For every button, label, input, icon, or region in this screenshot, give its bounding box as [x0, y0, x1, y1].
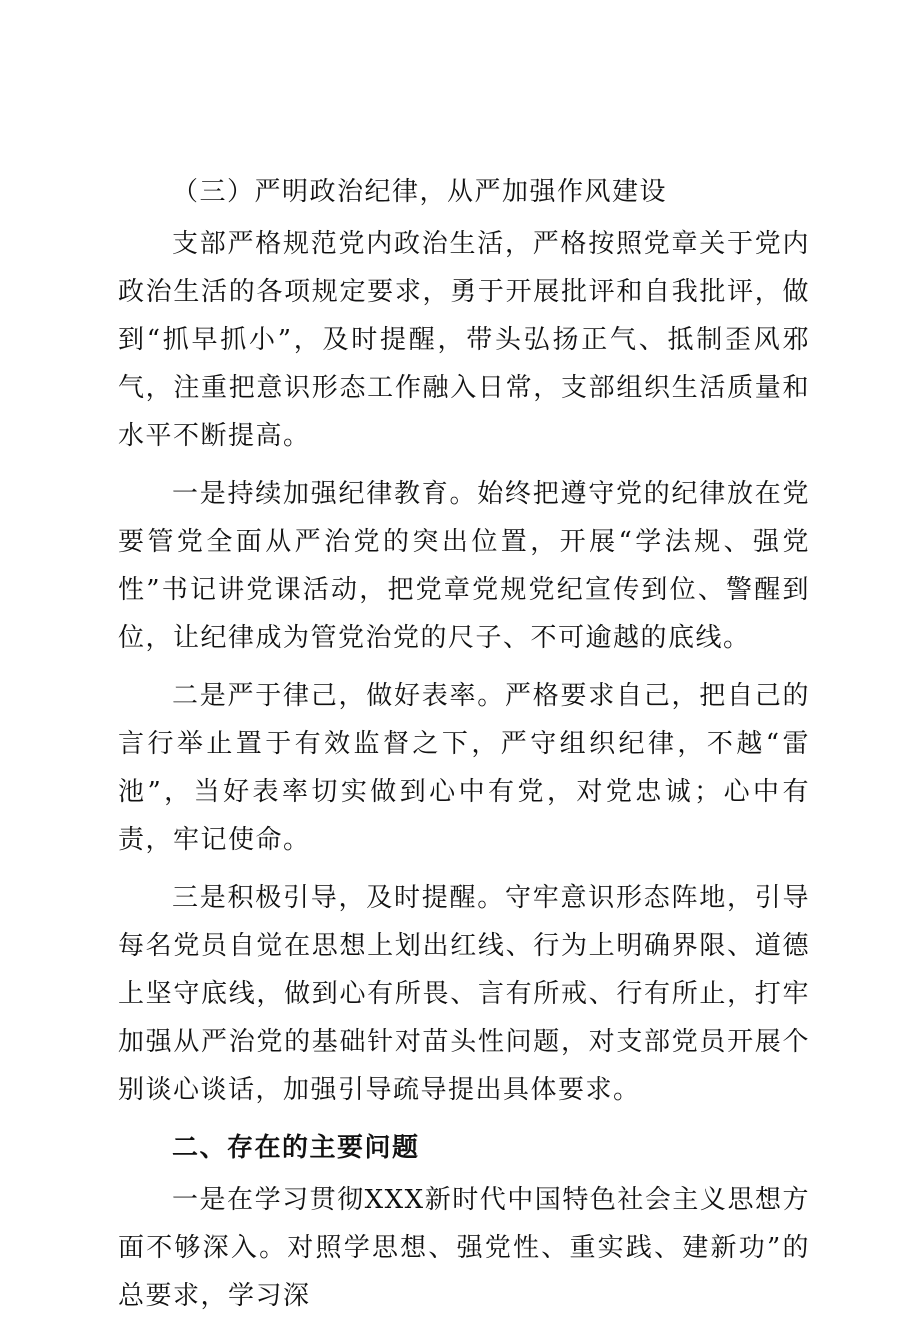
- paragraph-problems: 一是在学习贯彻XXX新时代中国特色社会主义思想方面不够深入。对照学思想、强党性、重实践、建新功”的总要求，学习深: [118, 1185, 810, 1311]
- paragraph-guidance: 三是积极引导，及时提醒。守牢意识形态阵地，引导每名党员自觉在思想上划出红线、行为上明确界限、道德上坚守底线，做到心有所畏、言有所戒、行有所止，打牢加强从严治党的基础针对苗头性问题，对支部党员开展个别谈心谈话，加强引导疏导提出具体要求。: [118, 883, 810, 1105]
- subheading: （三）严明政治纪律，从严加强作风建设: [172, 177, 668, 207]
- paragraph-discipline-education: 一是持续加强纪律教育。始终把遵守党的纪律放在党要管党全面从严治党的突出位置，开展“学法规、强党性”书记讲党课活动，把党章党规党纪宣传到位、警醒到位，让纪律成为管党治党的尺子、不可逾越的底线。: [118, 479, 810, 653]
- document-body: [118, 168, 810, 1330]
- section-heading: 二、存在的主要问题: [172, 1133, 420, 1163]
- paragraph-self-discipline: 二是严于律己，做好表率。严格要求自己，把自己的言行举止置于有效监督之下，严守组织纪律，不越“雷池”，当好表率切实做到心中有党，对党忠诚；心中有责，牢记使命。: [118, 681, 810, 855]
- paragraph-party-life: 支部严格规范党内政治生活，严格按照党章关于党内政治生活的各项规定要求，勇于开展批评和自我批评，做到“抓早抓小”，及时提醒，带头弘扬正气、抵制歪风邪气，注重把意识形态工作融入日常，支部组织生活质量和水平不断提高。: [118, 229, 810, 451]
